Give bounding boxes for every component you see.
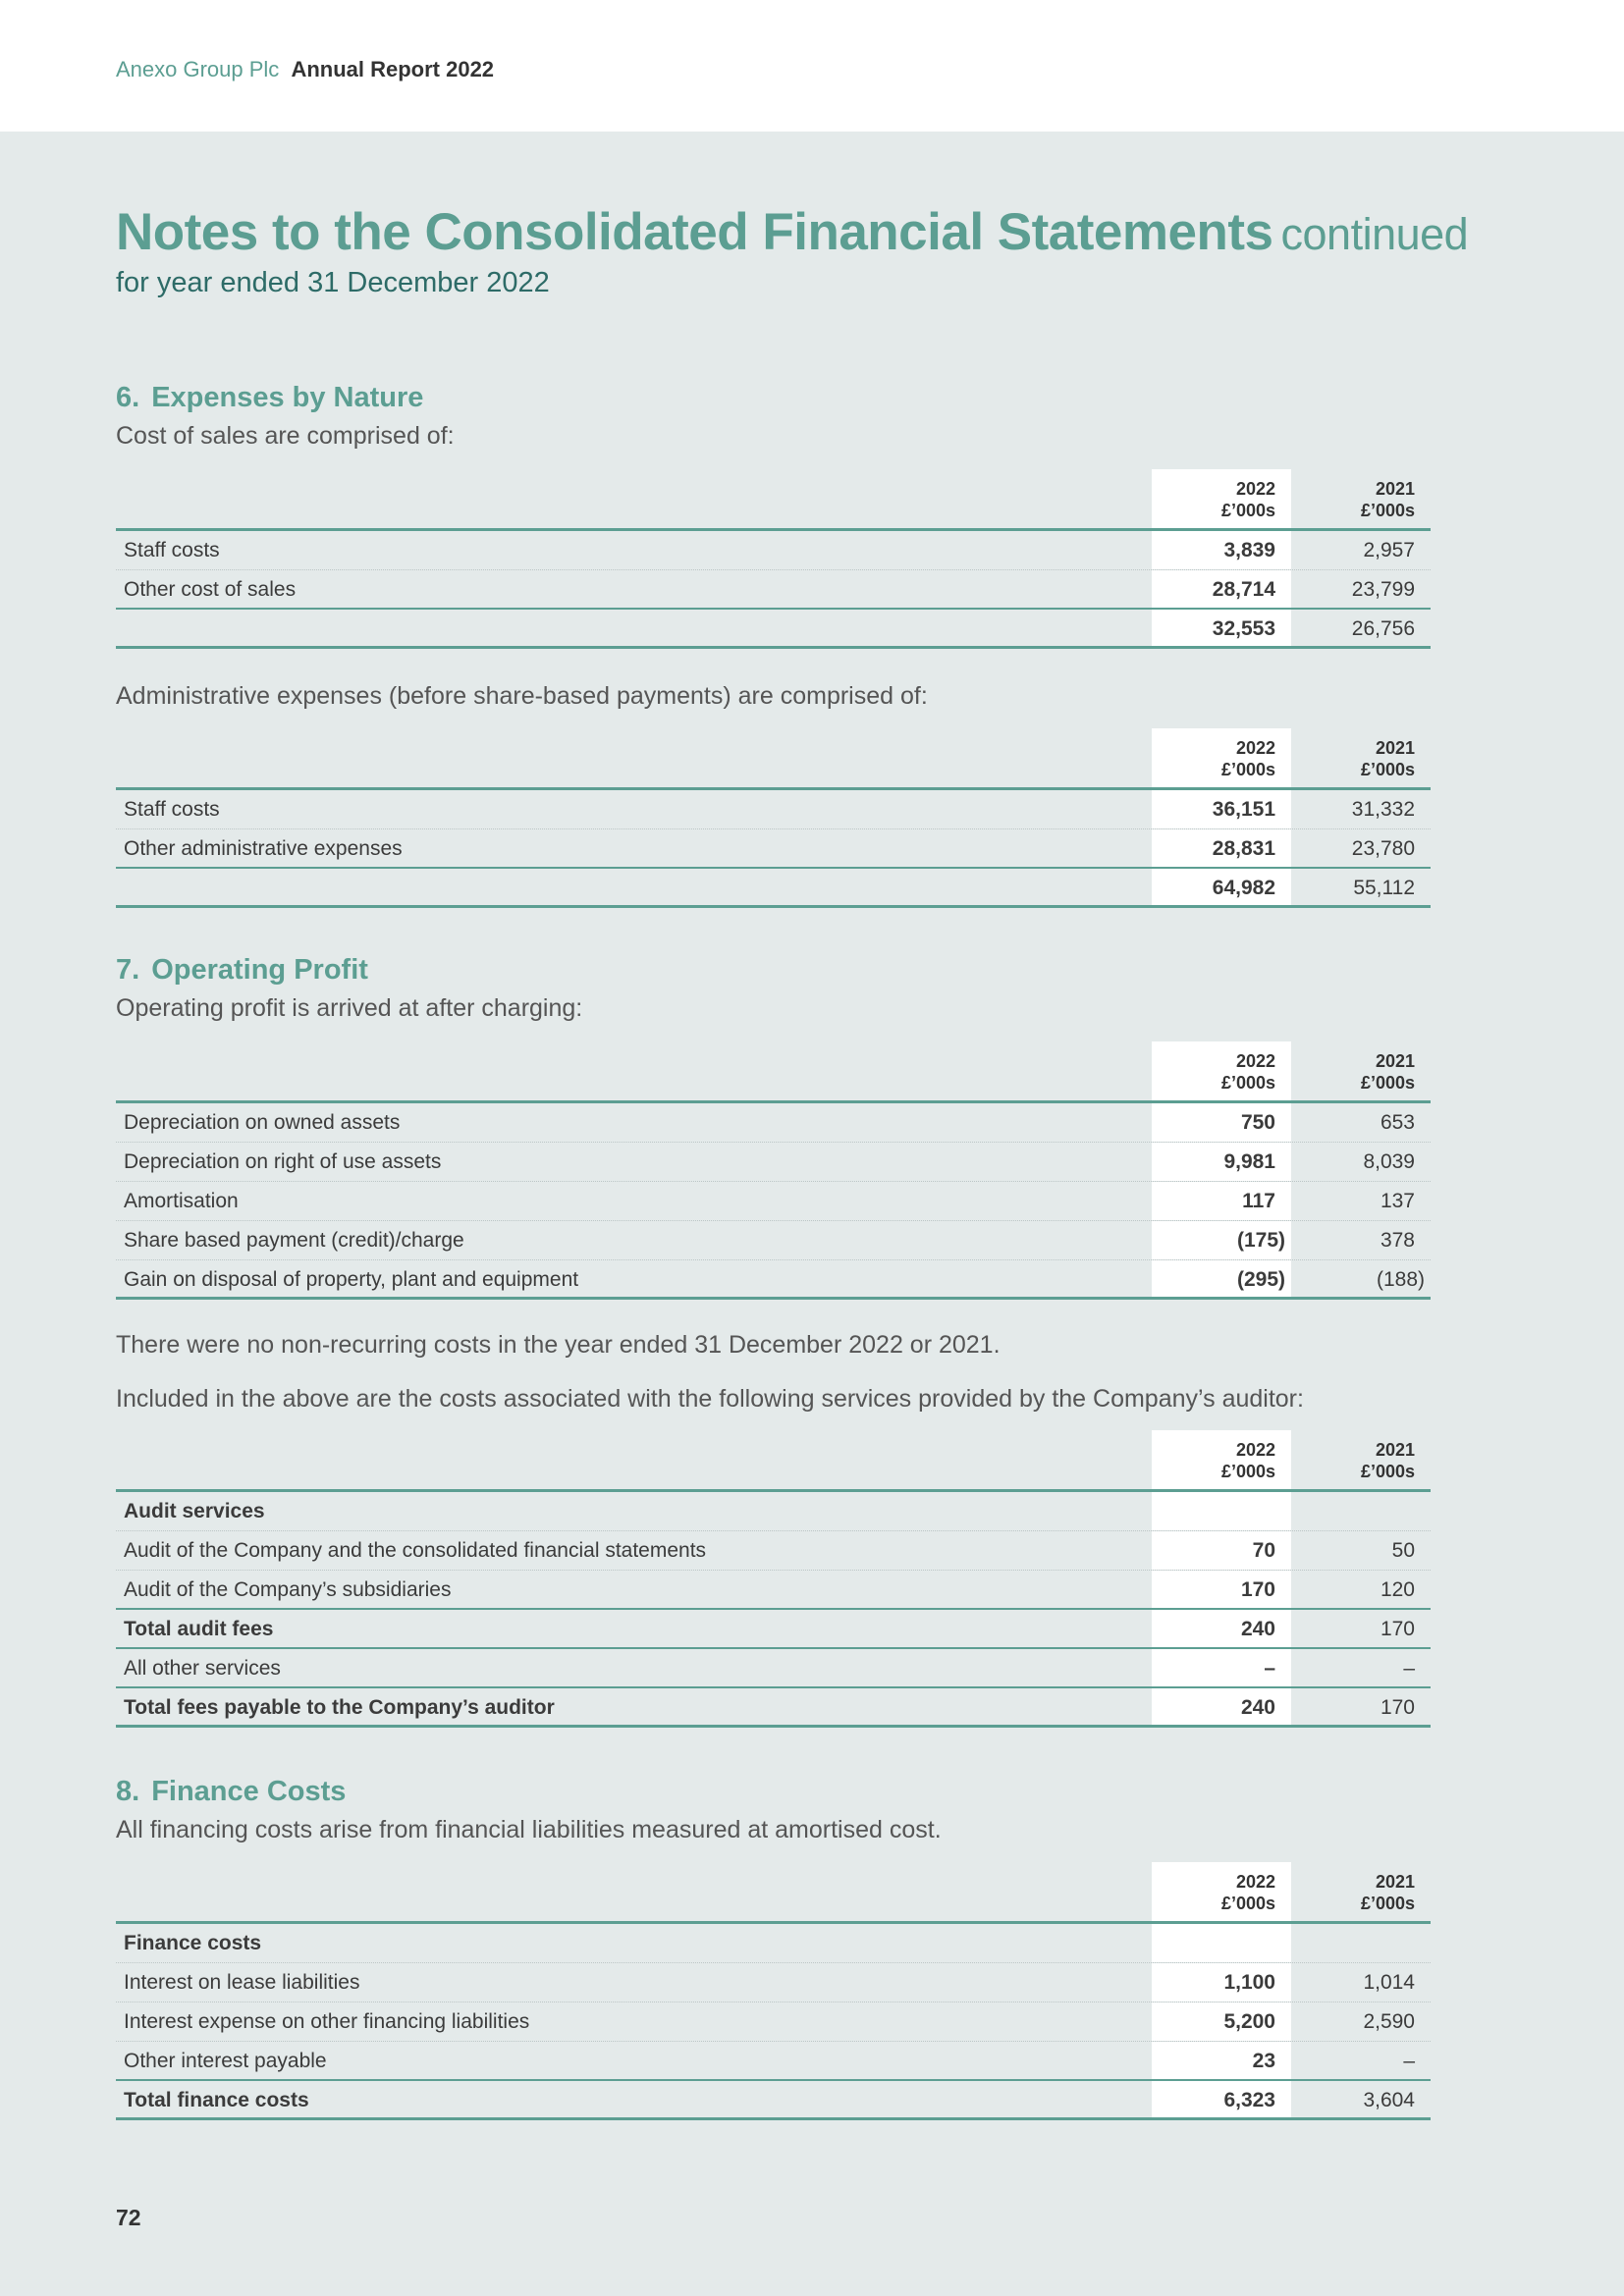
table-row: Other administrative expenses 28,831 23,780 (116, 829, 1431, 869)
page-title-continued: continued (1280, 209, 1469, 259)
table-total-row: Total finance costs 6,323 3,604 (116, 2081, 1431, 2120)
section-title: Finance Costs (151, 1776, 347, 1807)
column-header-2022: 2022 £’000s (1152, 1041, 1291, 1100)
section-8-heading (116, 1776, 346, 1808)
section-8-intro: All financing costs arise from financial liabilities measured at amortised cost. (116, 1816, 942, 1843)
table-header (116, 728, 1431, 787)
column-header-2021: 2021 £’000s (1360, 1872, 1415, 1913)
table-total-row: 32,553 26,756 (116, 610, 1431, 649)
column-header-2022: 2022 £’000s (1152, 1430, 1291, 1489)
column-header-2021: 2021 £’000s (1360, 738, 1415, 779)
table-row: All other services – – (116, 1649, 1431, 1688)
admin-expenses-table (116, 728, 1431, 908)
table-row: Other cost of sales 28,714 23,799 (116, 570, 1431, 610)
table-header (116, 1430, 1431, 1489)
section-number: 7. (116, 954, 140, 986)
section-6-intro-2: Administrative expenses (before share-based payments) are comprised of: (116, 682, 928, 710)
section-6-intro-1: Cost of sales are comprised of: (116, 422, 455, 450)
section-6-heading (116, 382, 423, 414)
column-header-2022: 2022 £’000s (1152, 728, 1291, 787)
table-row: Amortisation 117 137 (116, 1182, 1431, 1221)
table-header (116, 1862, 1431, 1921)
section-7-heading (116, 954, 368, 987)
section-number: 6. (116, 382, 140, 413)
table-subheading-row: Finance costs (116, 1924, 1431, 1963)
page-header (0, 0, 1624, 132)
table-total-row: Total fees payable to the Company’s auditor 240 170 (116, 1688, 1431, 1728)
table-row: Interest on lease liabilities 1,100 1,014 (116, 1963, 1431, 2002)
section-7-intro: Operating profit is arrived at after charging: (116, 994, 583, 1022)
table-row: Other interest payable 23 – (116, 2042, 1431, 2081)
table-header (116, 469, 1431, 528)
section-title: Operating Profit (151, 954, 368, 986)
column-header-2021: 2021 £’000s (1360, 479, 1415, 520)
table-row: Audit of the Company and the consolidated financial statements 70 50 (116, 1531, 1431, 1571)
finance-costs-table (116, 1862, 1431, 2120)
page-subtitle: for year ended 31 December 2022 (116, 267, 550, 298)
table-row: Share based payment (credit)/charge (175) 378 (116, 1221, 1431, 1260)
table-total-row: Total audit fees 240 170 (116, 1610, 1431, 1649)
page-title (116, 202, 1468, 262)
auditor-fees-table (116, 1430, 1431, 1728)
table-row: Gain on disposal of property, plant and equipment (295) (188) (116, 1260, 1431, 1300)
table-row: Depreciation on right of use assets 9,981 8,039 (116, 1143, 1431, 1182)
section-7-paragraph-1: There were no non-recurring costs in the year ended 31 December 2022 or 2021. (116, 1331, 1001, 1359)
table-header (116, 1041, 1431, 1100)
section-number: 8. (116, 1776, 140, 1807)
table-row: Depreciation on owned assets 750 653 (116, 1103, 1431, 1143)
table-subheading-row: Audit services (116, 1492, 1431, 1531)
column-header-2021: 2021 £’000s (1360, 1051, 1415, 1093)
operating-profit-table (116, 1041, 1431, 1300)
table-row: Staff costs 36,151 31,332 (116, 790, 1431, 829)
page-title-main: Notes to the Consolidated Financial Statements (116, 203, 1273, 261)
page-number: 72 (116, 2205, 141, 2230)
column-header-2022: 2022 £’000s (1152, 469, 1291, 528)
table-row: Staff costs 3,839 2,957 (116, 531, 1431, 570)
cost-of-sales-table (116, 469, 1431, 649)
section-7-paragraph-2: Included in the above are the costs associated with the following services provided by the Company’s auditor: (116, 1385, 1304, 1413)
table-row: Interest expense on other financing liabilities 5,200 2,590 (116, 2002, 1431, 2042)
table-row: Audit of the Company’s subsidiaries 170 120 (116, 1571, 1431, 1610)
column-header-2021: 2021 £’000s (1360, 1440, 1415, 1481)
table-total-row: 64,982 55,112 (116, 869, 1431, 908)
header-text (116, 57, 494, 82)
header-report-title: Annual Report 2022 (291, 57, 495, 81)
column-header-2022: 2022 £’000s (1152, 1862, 1291, 1921)
section-title: Expenses by Nature (151, 382, 424, 413)
header-company: Anexo Group Plc (116, 57, 280, 81)
